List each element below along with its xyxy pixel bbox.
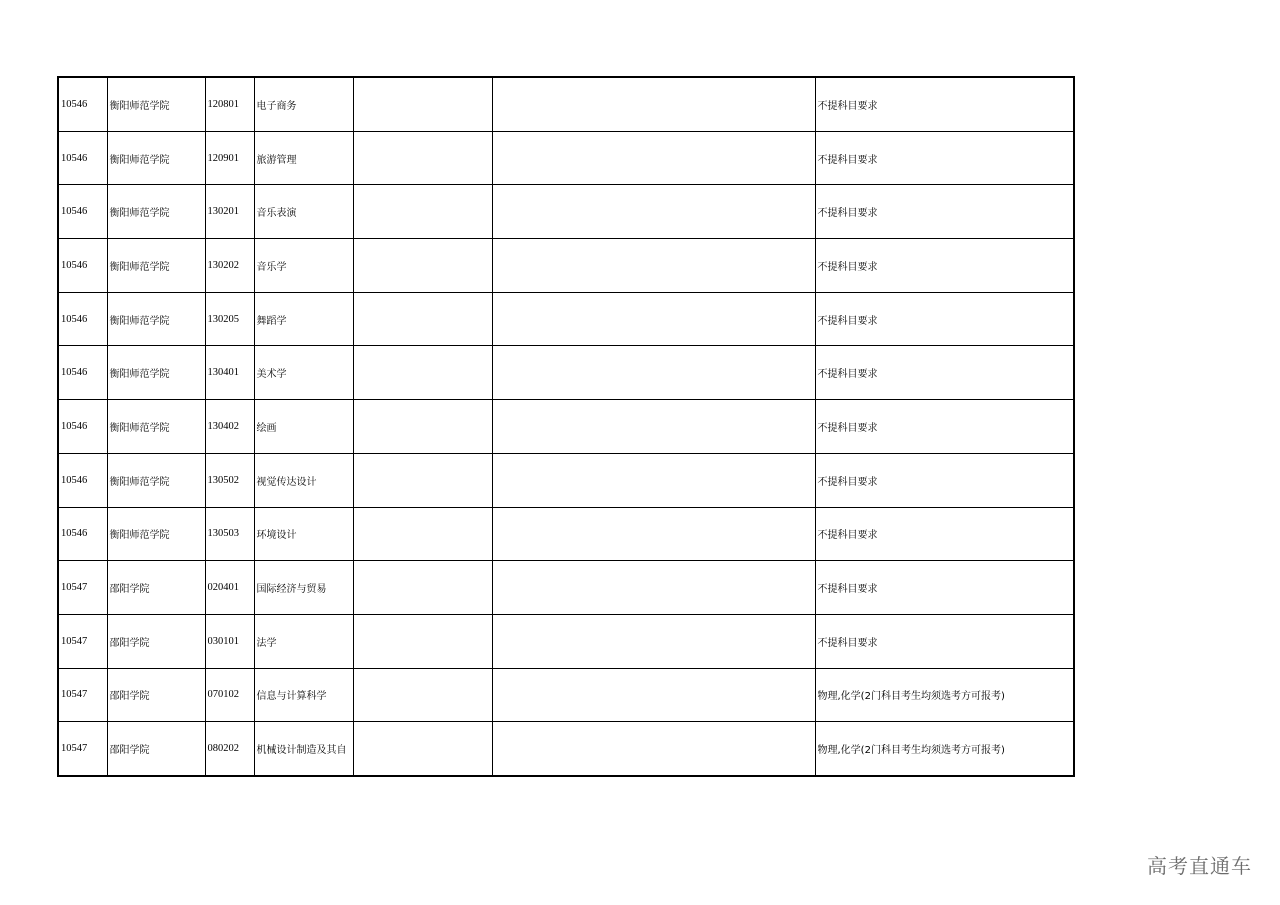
major-code-cell: 120801 [205, 77, 254, 131]
major-code-cell: 130202 [205, 239, 254, 293]
subject-requirement-cell: 不提科目要求 [815, 292, 1074, 346]
school-name-cell: 衡阳师范学院 [107, 239, 205, 293]
subject-requirement-cell: 不提科目要求 [815, 77, 1074, 131]
empty-cell [353, 185, 492, 239]
school-code-cell: 10546 [58, 453, 107, 507]
empty-cell [353, 614, 492, 668]
table-row [58, 185, 1074, 239]
school-code-cell: 10546 [58, 507, 107, 561]
school-code-cell: 10546 [58, 185, 107, 239]
empty-cell [353, 561, 492, 615]
empty-cell [492, 400, 815, 454]
school-code-cell: 10547 [58, 668, 107, 722]
empty-cell [353, 77, 492, 131]
major-name-cell: 信息与计算科学 [254, 668, 353, 722]
major-name-cell: 舞蹈学 [254, 292, 353, 346]
subject-requirement-cell: 不提科目要求 [815, 561, 1074, 615]
major-code-cell: 120901 [205, 131, 254, 185]
empty-cell [353, 292, 492, 346]
table-body [58, 77, 1074, 776]
empty-cell [353, 668, 492, 722]
empty-cell [492, 239, 815, 293]
table-row [58, 77, 1074, 131]
school-name-cell: 衡阳师范学院 [107, 77, 205, 131]
major-name-cell: 绘画 [254, 400, 353, 454]
requirements-table [57, 76, 1075, 777]
major-name-cell: 电子商务 [254, 77, 353, 131]
major-code-cell: 080202 [205, 722, 254, 776]
empty-cell [492, 722, 815, 776]
school-name-cell: 衡阳师范学院 [107, 131, 205, 185]
major-code-cell: 130201 [205, 185, 254, 239]
empty-cell [492, 668, 815, 722]
table-row [58, 346, 1074, 400]
table-row [58, 614, 1074, 668]
major-code-cell: 130503 [205, 507, 254, 561]
subject-requirement-cell: 不提科目要求 [815, 185, 1074, 239]
school-name-cell: 衡阳师范学院 [107, 346, 205, 400]
empty-cell [492, 185, 815, 239]
school-code-cell: 10546 [58, 346, 107, 400]
school-code-cell: 10547 [58, 722, 107, 776]
empty-cell [492, 507, 815, 561]
empty-cell [353, 131, 492, 185]
empty-cell [353, 507, 492, 561]
major-name-cell: 视觉传达设计 [254, 453, 353, 507]
empty-cell [353, 400, 492, 454]
table-row [58, 453, 1074, 507]
empty-cell [492, 561, 815, 615]
empty-cell [353, 453, 492, 507]
subject-requirement-cell: 不提科目要求 [815, 400, 1074, 454]
major-code-cell: 070102 [205, 668, 254, 722]
empty-cell [492, 77, 815, 131]
school-name-cell: 邵阳学院 [107, 614, 205, 668]
major-name-cell: 音乐表演 [254, 185, 353, 239]
empty-cell [492, 131, 815, 185]
subject-requirement-cell: 物理,化学(2门科目考生均须选考方可报考) [815, 722, 1074, 776]
table-row [58, 292, 1074, 346]
major-name-cell: 旅游管理 [254, 131, 353, 185]
major-code-cell: 130502 [205, 453, 254, 507]
school-code-cell: 10546 [58, 400, 107, 454]
subject-requirement-cell: 不提科目要求 [815, 346, 1074, 400]
major-code-cell: 130402 [205, 400, 254, 454]
subject-requirement-cell: 不提科目要求 [815, 453, 1074, 507]
major-name-cell: 机械设计制造及其自 [254, 722, 353, 776]
table-row [58, 239, 1074, 293]
empty-cell [492, 453, 815, 507]
school-name-cell: 衡阳师范学院 [107, 507, 205, 561]
school-code-cell: 10546 [58, 77, 107, 131]
school-name-cell: 邵阳学院 [107, 722, 205, 776]
school-name-cell: 邵阳学院 [107, 668, 205, 722]
empty-cell [353, 239, 492, 293]
table-row [58, 561, 1074, 615]
table-row [58, 507, 1074, 561]
empty-cell [492, 346, 815, 400]
school-name-cell: 衡阳师范学院 [107, 185, 205, 239]
school-name-cell: 邵阳学院 [107, 561, 205, 615]
major-name-cell: 环境设计 [254, 507, 353, 561]
empty-cell [492, 614, 815, 668]
major-name-cell: 国际经济与贸易 [254, 561, 353, 615]
school-name-cell: 衡阳师范学院 [107, 453, 205, 507]
major-code-cell: 130401 [205, 346, 254, 400]
school-code-cell: 10546 [58, 239, 107, 293]
empty-cell [492, 292, 815, 346]
subject-requirement-cell: 不提科目要求 [815, 614, 1074, 668]
table-row [58, 131, 1074, 185]
subject-requirement-cell: 物理,化学(2门科目考生均须选考方可报考) [815, 668, 1074, 722]
major-name-cell: 音乐学 [254, 239, 353, 293]
school-name-cell: 衡阳师范学院 [107, 400, 205, 454]
table-row [58, 400, 1074, 454]
table-row [58, 668, 1074, 722]
table-row [58, 722, 1074, 776]
subject-requirement-cell: 不提科目要求 [815, 507, 1074, 561]
subject-requirement-cell: 不提科目要求 [815, 239, 1074, 293]
school-code-cell: 10546 [58, 292, 107, 346]
empty-cell [353, 722, 492, 776]
major-code-cell: 130205 [205, 292, 254, 346]
major-code-cell: 020401 [205, 561, 254, 615]
school-code-cell: 10546 [58, 131, 107, 185]
major-name-cell: 法学 [254, 614, 353, 668]
watermark-text: 高考直通车 [1147, 854, 1252, 878]
empty-cell [353, 346, 492, 400]
school-code-cell: 10547 [58, 561, 107, 615]
major-name-cell: 美术学 [254, 346, 353, 400]
school-code-cell: 10547 [58, 614, 107, 668]
school-name-cell: 衡阳师范学院 [107, 292, 205, 346]
subject-requirement-cell: 不提科目要求 [815, 131, 1074, 185]
major-code-cell: 030101 [205, 614, 254, 668]
